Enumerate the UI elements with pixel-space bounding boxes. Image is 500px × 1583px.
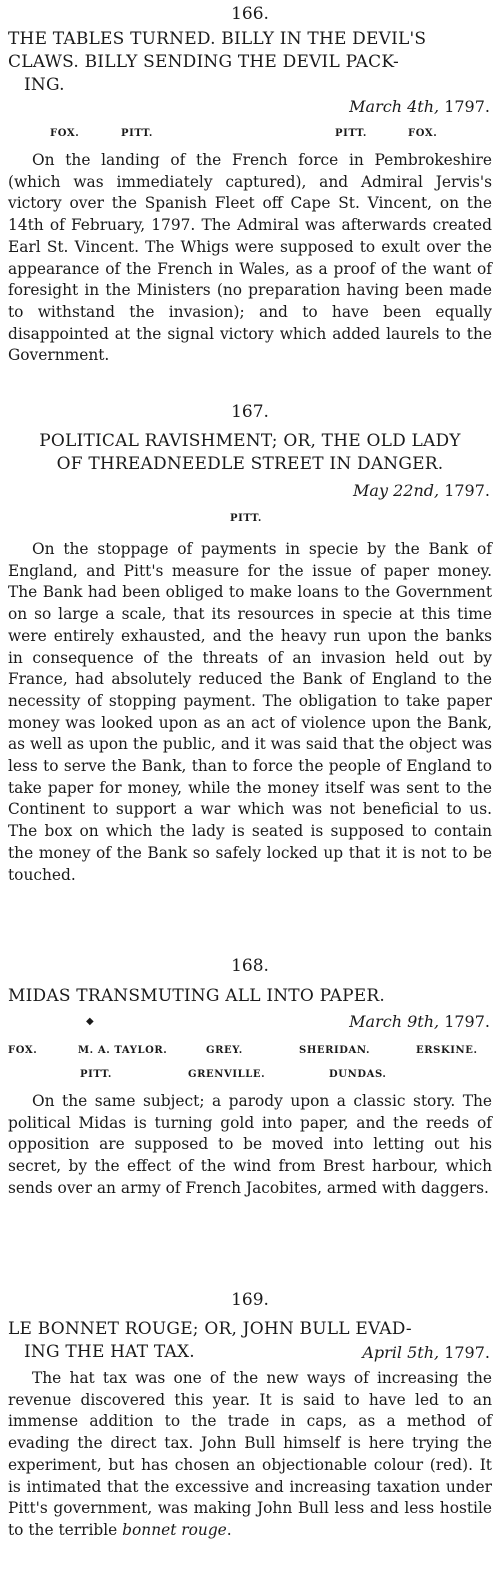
entry-description bbox=[8, 539, 492, 886]
entry-date bbox=[349, 97, 490, 116]
persons-row bbox=[8, 128, 492, 142]
paragraph: On the landing of the French force in Pembrokeshire (which was immediately captured), and Admiral Jervis's victory over the Spanish Fleet off Cape St. Vincent, on the 14th of February, 1797. The Admiral was afterwards created Earl St. Vincent. The Whigs were supposed to exult over the appearance of the French in Wales, as a proof of the want of foresight in the Ministers (no preparation having been made to withstand the invasion); and to have been equally disappointed at the signal victory which added laurels to the Government. bbox=[8, 151, 492, 365]
persons-row bbox=[8, 1069, 492, 1083]
paragraph-italic-term: bonnet rouge bbox=[122, 1520, 227, 1539]
entry-number: 169. bbox=[231, 1290, 269, 1310]
person-name: PITT. bbox=[230, 513, 262, 524]
date-year: 1797. bbox=[444, 1343, 490, 1362]
persons-row bbox=[8, 513, 492, 527]
title-line: ING. bbox=[24, 75, 65, 95]
person-name: FOX. bbox=[408, 128, 438, 139]
title-line: POLITICAL RAVISHMENT; OR, THE OLD LADY bbox=[39, 431, 461, 451]
entry-number: 167. bbox=[231, 402, 269, 422]
ink-speck: ◆ bbox=[86, 1016, 94, 1027]
entry-description bbox=[8, 1091, 492, 1200]
person-name: ERSKINE. bbox=[416, 1045, 478, 1056]
title-line: ING THE HAT TAX. bbox=[24, 1342, 195, 1362]
date-year: 1797. bbox=[444, 97, 490, 116]
date-year: 1797. bbox=[444, 1012, 490, 1031]
person-name: FOX. bbox=[50, 128, 80, 139]
date-day: May 22nd, bbox=[353, 481, 440, 500]
paragraph: On the stoppage of payments in specie by the Bank of England, and Pitt's measure for the issue of paper money. The Bank had been obliged to make loans to the Government on so large a scale, that its resources in specie at this time were entirely exhausted, and the heavy run upon the banks in consequence of the threats of an invasion held out by France, had absolutely reduced the Bank of England to the necessity of stopping payment. The obligation to take paper money was looked upon as an act of violence upon the Bank, as well as upon the public, and it was said that the object was less to serve the Bank, than to force the people of England to take paper for money, while the money itself was sent to the Continent to support a war which was not beneficial to us. The box on which the lady is seated is supposed to contain the money of the Bank so safely locked up that it is not to be touched. bbox=[8, 540, 492, 884]
entry-date bbox=[349, 1012, 490, 1031]
person-name: FOX. bbox=[8, 1045, 38, 1056]
date-day: April 5th, bbox=[362, 1343, 440, 1362]
title-line: CLAWS. BILLY SENDING THE DEVIL PACK- bbox=[8, 52, 399, 72]
entry-description bbox=[8, 1368, 492, 1542]
date-year: 1797. bbox=[444, 481, 490, 500]
title-line: MIDAS TRANSMUTING ALL INTO PAPER. bbox=[8, 986, 385, 1006]
entry-date bbox=[353, 481, 490, 500]
paragraph: On the same subject; a parody upon a classic story. The political Midas is turning gold into paper, and the reeds of opposition are supposed to be moved into letting out his secret, by the effect of the wind from Brest harbour, which sends over an army of French Jacobites, armed with daggers. bbox=[8, 1092, 492, 1197]
entry-title bbox=[8, 430, 492, 476]
person-name: M. A. TAYLOR. bbox=[78, 1045, 168, 1056]
title-line: OF THREADNEEDLE STREET IN DANGER. bbox=[56, 454, 444, 474]
entry-date bbox=[362, 1343, 490, 1362]
person-name: GREY. bbox=[206, 1045, 243, 1056]
title-line: LE BONNET ROUGE; OR, JOHN BULL EVAD- bbox=[8, 1319, 412, 1339]
person-name: SHERIDAN. bbox=[299, 1045, 371, 1056]
entry-description bbox=[8, 150, 492, 367]
paragraph-text: The hat tax was one of the new ways of increasing the revenue discovered this year. It is said to have led to an immense addition to the trade in caps, as a method of evading the direct tax. John Bull himself is here trying the experiment, but has chosen an objectionable colour (red). It is intimated that the excessive and increasing taxation under Pitt's government, was making John Bull less and less hostile to the terrible bbox=[8, 1369, 492, 1539]
title-line: THE TABLES TURNED. BILLY IN THE DEVIL'S bbox=[8, 29, 427, 49]
person-name: PITT. bbox=[121, 128, 153, 139]
entry-title bbox=[8, 985, 492, 1008]
person-name: PITT. bbox=[80, 1069, 112, 1080]
entry-title bbox=[8, 28, 492, 97]
person-name: DUNDAS. bbox=[329, 1069, 387, 1080]
person-name: GRENVILLE. bbox=[188, 1069, 266, 1080]
paragraph bbox=[8, 1368, 492, 1542]
entry-number: 166. bbox=[231, 4, 269, 24]
paragraph-end: . bbox=[226, 1520, 232, 1539]
date-day: March 4th, bbox=[349, 97, 440, 116]
persons-row bbox=[8, 1045, 492, 1059]
person-name: PITT. bbox=[335, 128, 367, 139]
entry-number: 168. bbox=[231, 956, 269, 976]
date-day: March 9th, bbox=[349, 1012, 440, 1031]
